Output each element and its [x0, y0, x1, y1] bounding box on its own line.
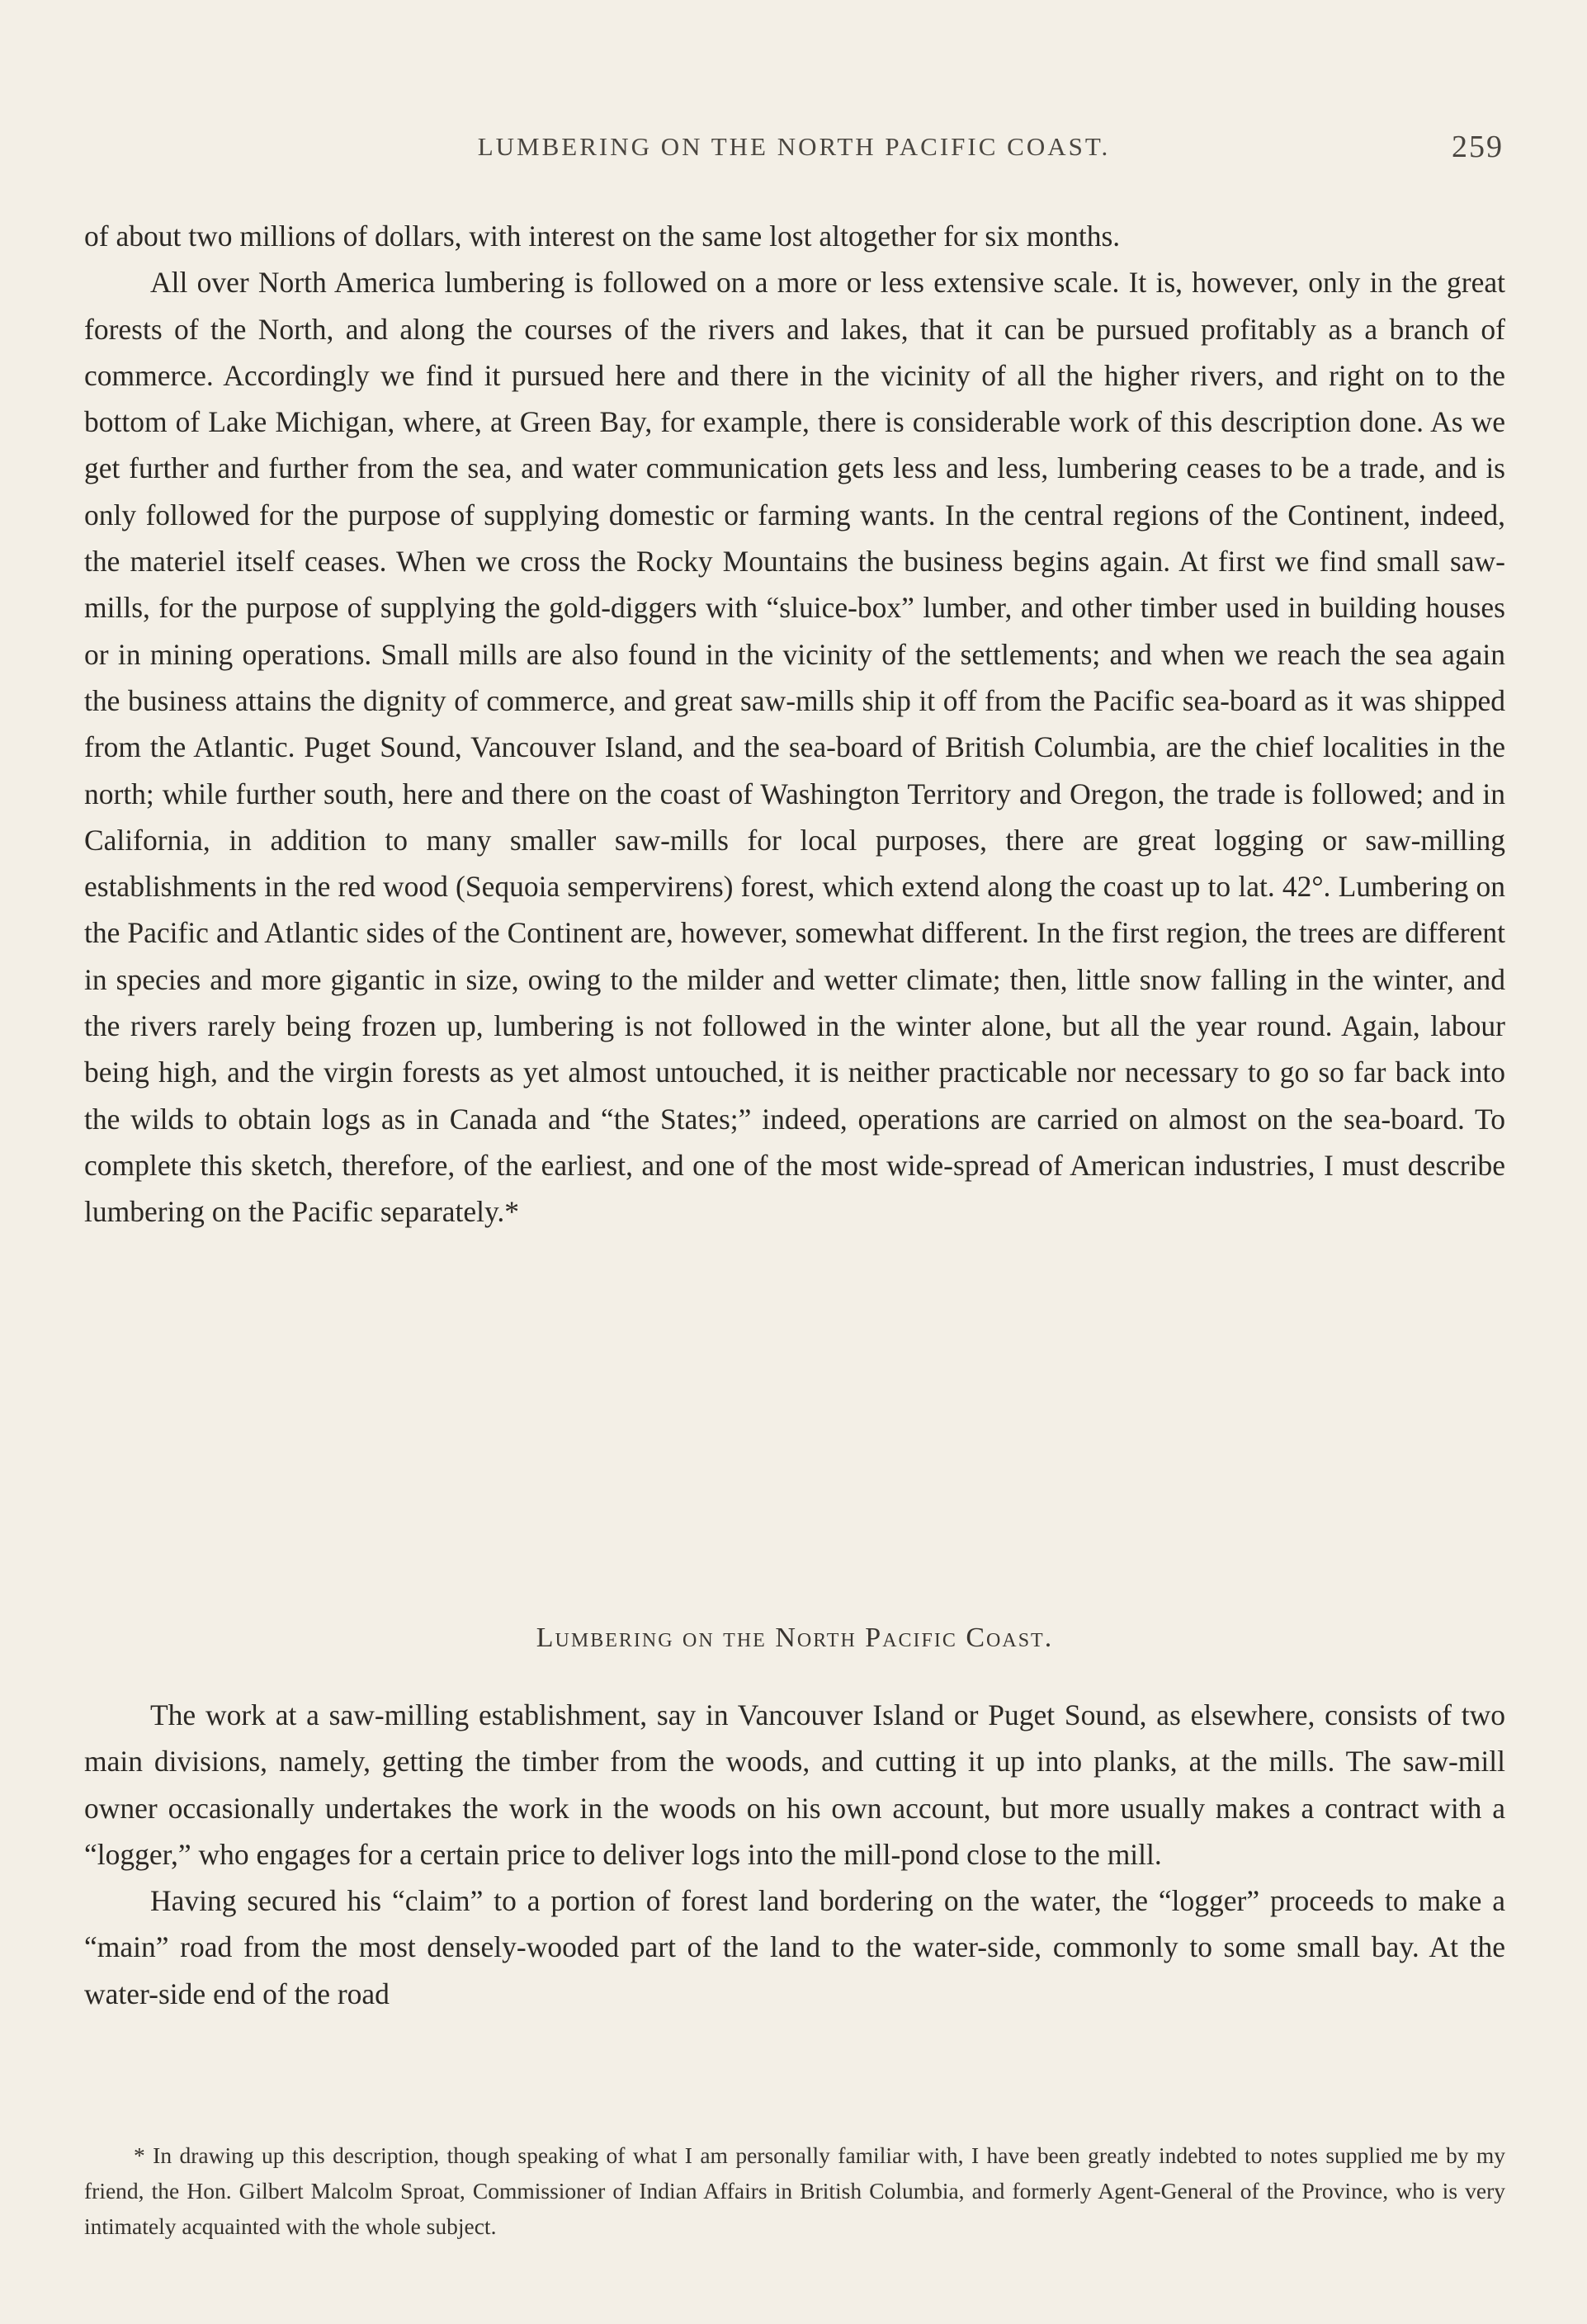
page-number: 259	[1452, 130, 1504, 164]
running-head	[84, 132, 1504, 172]
section-body-text	[84, 1692, 1505, 2017]
running-title: LUMBERING ON THE NORTH PACIFIC COAST.	[477, 132, 1111, 161]
section-heading: Lumbering on the North Pacific Coast.	[536, 1623, 1054, 1653]
paragraph-continuation: of about two millions of dollars, with interest on the same lost altogether for six months.	[84, 220, 1121, 253]
main-body-text	[84, 213, 1505, 1235]
paragraph-lumbering-overview: All over North America lumbering is followed on a more or less extensive scale. It is, however, only in the great forests of the North, and along the courses of the rivers and lakes, that it can be pursued profitably as a branch of commerce. Accordingly we find it pursued here and there in the vicinity of all the higher rivers, and right on to the bottom of Lake Michigan, where, at Green Bay, for example, there is considerable work of this description done. As we get further and further from the sea, and water communication gets less and less, lumbering ceases to be a trade, and is only followed for the purpose of supplying domestic or farming wants. In the central regions of the Continent, indeed, the materiel itself ceases. When we cross the Rocky Mountains the business begins again. At first we find small saw-mills, for the purpose of supplying the gold-diggers with “sluice-box” lumber, and other timber used in building houses or in mining operations. Small mills are also found in the vicinity of the settlements; and when we reach the sea again the business attains the dignity of commerce, and great saw-mills ship it off from the Pacific sea-board as it was shipped from the Atlantic. Puget Sound, Vancouver Island, and the sea-board of British Columbia, are the chief localities in the north; while further south, here and there on the coast of Washington Territory and Oregon, the trade is followed; and in California, in addition to many smaller saw-mills for local purposes, there are great logging or saw-milling establishments in the red wood (Sequoia sempervirens) forest, which extend along the coast up to lat. 42°. Lumbering on the Pacific and Atlantic sides of the Continent are, however, somewhat different. In the first region, the trees are different in species and more gigantic in size, owing to the milder and wetter climate; then, little snow falling in the winter, and the rivers rarely being frozen up, lumbering is not followed in the winter alone, but all the year round. Again, labour being high, and the virgin forests as yet almost untouched, it is neither practicable nor necessary to go so far back into the wilds to obtain logs as in Canada and “the States;” indeed, operations are carried on almost on the sea-board. To complete this sketch, therefore, of the earliest, and one of the most wide-spread of American industries, I must describe lumbering on the Pacific separately.*	[84, 266, 1505, 1229]
footnote: * In drawing up this description, though speaking of what I am personally familiar with, I have been greatly indebted to notes supplied me by my friend, the Hon. Gilbert Malcolm Sproat, Commissioner of Indian Affairs in British Columbia, and formerly Agent-General of the Province, who is very intimately acquainted with the whole subject.	[84, 2142, 1505, 2239]
paragraph-saw-milling: The work at a saw-milling establishment, say in Vancouver Island or Puget Sound, as elsewhere, consists of two main divisions, namely, getting the timber from the woods, and cutting it up into planks, at the mills. The saw-mill owner occasionally undertakes the work in the woods on his own account, but more usually makes a contract with a “logger,” who engages for a certain price to deliver logs into the mill-pond close to the mill.	[84, 1698, 1505, 1871]
paragraph-claim: Having secured his “claim” to a portion of forest land bordering on the water, the “logger” proceeds to make a “main” road from the most densely-wooded part of the land to the water-side, commonly to some small bay. At the water-side end of the road	[84, 1884, 1505, 2010]
